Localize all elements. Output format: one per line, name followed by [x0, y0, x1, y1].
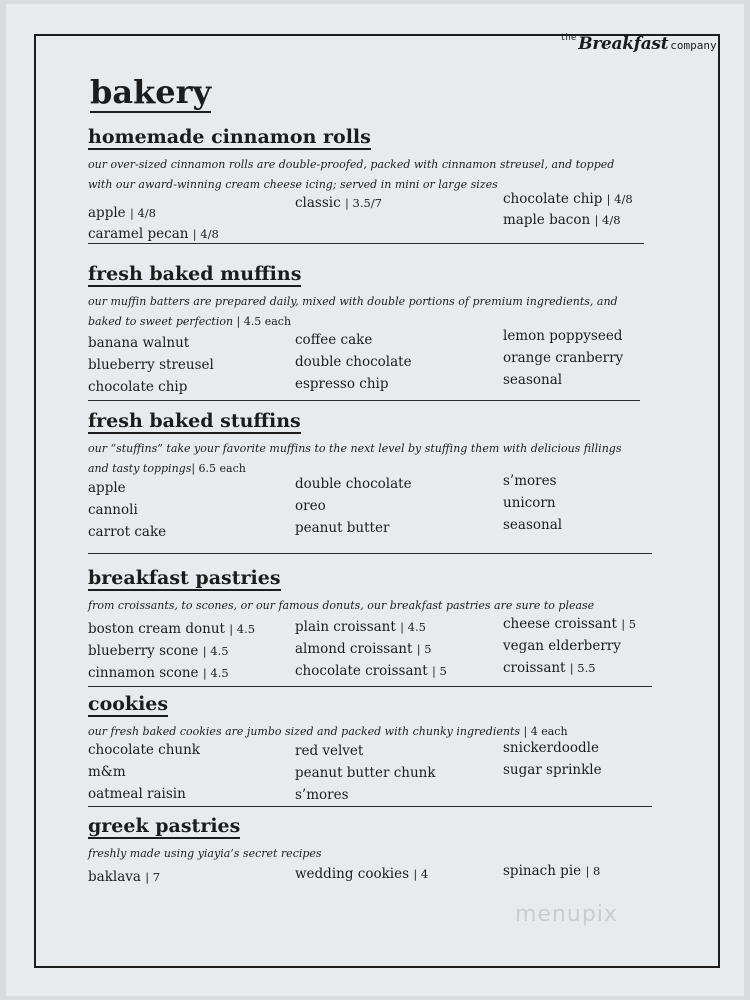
- menu-item: [88, 761, 126, 783]
- menu-item: [503, 759, 602, 781]
- menu-item: [88, 223, 219, 245]
- menu-item-name: chocolate chip: [88, 379, 188, 395]
- menu-item-name: croissant: [503, 660, 566, 676]
- menu-item: [88, 499, 138, 521]
- menu-item: [503, 188, 633, 210]
- menu-item: [295, 784, 349, 806]
- menu-item-name: maple bacon: [503, 212, 591, 228]
- menu-item: [88, 202, 156, 224]
- menu-item: [503, 470, 557, 492]
- menu-item-price: | 4.5: [400, 620, 426, 634]
- menu-item-name: coffee cake: [295, 332, 373, 348]
- menu-item: [295, 329, 372, 351]
- menu-item-name: almond croissant: [295, 641, 413, 657]
- menu-item-name: apple: [88, 480, 126, 496]
- section-description-text: freshly made using yiayia’s secret recipes: [88, 847, 322, 860]
- menu-item: [503, 635, 621, 657]
- menu-item-name: plain croissant: [295, 619, 396, 635]
- menu-item: [88, 521, 166, 543]
- menu-item: [503, 657, 596, 679]
- menu-item: [503, 613, 636, 635]
- section-title: cookies: [88, 693, 169, 715]
- section-divider: [88, 243, 644, 244]
- menu-item-name: cinnamon scone: [88, 665, 199, 681]
- menu-item: [503, 514, 562, 536]
- brand-logo: the Breakfast company: [560, 33, 717, 54]
- menu-item: [295, 517, 389, 539]
- menu-item-name: double chocolate: [295, 354, 412, 370]
- section-price-note: | 6.5 each: [191, 462, 246, 475]
- menu-item: [503, 737, 599, 759]
- section-description-text: our over-sized cinnamon rolls are double-proofed, packed with cinnamon streusel, and topped with our award-winning cream cheese icing; served in mini or large sizes: [88, 158, 615, 191]
- menu-item: [88, 866, 160, 888]
- menu-item: [88, 332, 189, 354]
- menu-item: [295, 373, 389, 395]
- menu-item: [88, 739, 200, 761]
- menu-item: [295, 660, 447, 682]
- menu-item-name: spinach pie: [503, 863, 582, 879]
- menu-item-name: carrot cake: [88, 524, 167, 540]
- page-title: bakery: [90, 73, 212, 111]
- menu-item: [295, 192, 382, 214]
- section-divider: [88, 553, 652, 554]
- menu-item: [88, 618, 255, 640]
- menu-item: [88, 354, 214, 376]
- menu-item-name: espresso chip: [295, 376, 389, 392]
- menu-item: [295, 473, 412, 495]
- menu-item-name: lemon poppyseed: [503, 328, 623, 344]
- menu-item-name: boston cream donut: [88, 621, 225, 637]
- menu-item: [295, 740, 363, 762]
- menu-item-name: m&m: [88, 764, 126, 780]
- menu-item-name: oreo: [295, 498, 326, 514]
- menu-item-name: s’mores: [503, 473, 557, 489]
- watermark: menupix: [515, 902, 618, 927]
- section-title: homemade cinnamon rolls: [88, 126, 371, 148]
- menu-item-price: | 4/8: [129, 206, 156, 220]
- menu-item: [503, 347, 623, 369]
- menu-item: [503, 492, 556, 514]
- menu-item-name: sugar sprinkle: [503, 762, 602, 778]
- section-description-text: our muffin batters are prepared daily, mixed with double portions of premium ingredients, and baked to sweet perfection: [88, 295, 618, 328]
- menu-section: [88, 815, 653, 885]
- menu-item-price: | 5.5: [569, 661, 596, 675]
- menu-item-name: baklava: [88, 869, 141, 885]
- menu-item: [88, 662, 229, 684]
- section-divider: [88, 806, 652, 807]
- menu-item: [295, 863, 428, 885]
- menu-item-name: seasonal: [503, 372, 563, 388]
- menu-section: [88, 263, 653, 395]
- menu-section: [88, 567, 653, 681]
- menu-item-price: | 4/8: [606, 192, 633, 206]
- menu-item-name: caramel pecan: [88, 226, 189, 242]
- section-title: greek pastries: [88, 815, 241, 837]
- menu-item-price: | 4/8: [594, 213, 621, 227]
- menu-item: [88, 783, 186, 805]
- menu-item: [88, 640, 229, 662]
- section-description-text: from croissants, to scones, or our famous donuts, our breakfast pastries are sure to please: [88, 599, 595, 612]
- menu-item-name: cannoli: [88, 502, 138, 518]
- menu-item-name: cheese croissant: [503, 616, 617, 632]
- menu-item-name: unicorn: [503, 495, 556, 511]
- menu-item-price: | 4.5: [202, 666, 229, 680]
- menu-item: [503, 369, 562, 391]
- menu-item-price: | 7: [145, 870, 161, 884]
- menu-item: [503, 209, 621, 231]
- menu-item-name: banana walnut: [88, 335, 190, 351]
- menu-item-price: | 5: [431, 664, 447, 678]
- menu-item-name: blueberry scone: [88, 643, 199, 659]
- section-title: fresh baked stuffins: [88, 410, 301, 432]
- menu-item: [295, 638, 432, 660]
- menu-item-price: | 4.5: [202, 644, 229, 658]
- section-title: fresh baked muffins: [88, 263, 302, 285]
- section-title: breakfast pastries: [88, 567, 281, 589]
- menu-item-name: s’mores: [295, 787, 349, 803]
- menu-item-price: | 5: [621, 617, 637, 631]
- menu-item-name: peanut butter: [295, 520, 390, 536]
- menu-item: [295, 351, 412, 373]
- menu-item-name: red velvet: [295, 743, 364, 759]
- menu-item-price: | 8: [585, 864, 601, 878]
- menu-item-name: oatmeal raisin: [88, 786, 186, 802]
- menu-item-name: apple: [88, 205, 126, 221]
- menu-section: [88, 693, 653, 803]
- menu-item-name: vegan elderberry: [503, 638, 621, 654]
- menu-item: [295, 616, 426, 638]
- menu-item-name: blueberry streusel: [88, 357, 214, 373]
- menu-item: [88, 477, 126, 499]
- section-description-text: our fresh baked cookies are jumbo sized and packed with chunky ingredients: [88, 725, 521, 738]
- menu-item: [295, 762, 436, 784]
- menu-item-name: double chocolate: [295, 476, 412, 492]
- menu-item-name: chocolate croissant: [295, 663, 428, 679]
- menu-item-price: | 4: [413, 867, 429, 881]
- menu-item-name: wedding cookies: [295, 866, 410, 882]
- menu-item-name: chocolate chunk: [88, 742, 200, 758]
- menu-item-name: seasonal: [503, 517, 563, 533]
- section-divider: [88, 686, 652, 687]
- menu-section: [88, 410, 653, 540]
- menu-item-price: | 4.5: [229, 622, 256, 636]
- section-description-text: our “stuffins” take your favorite muffins to the next level by stuffing them with delicious fillings and tasty toppings: [88, 442, 622, 475]
- menu-item-price: | 3.5/7: [344, 196, 382, 210]
- menu-section: [88, 126, 653, 242]
- section-divider: [88, 400, 640, 401]
- menu-item-name: peanut butter chunk: [295, 765, 436, 781]
- menu-item: [88, 376, 187, 398]
- menu-item-name: classic: [295, 195, 341, 211]
- menu-item-price: | 5: [416, 642, 432, 656]
- menu-item: [503, 860, 600, 882]
- menu-item-price: | 4/8: [192, 227, 219, 241]
- section-price-note: | 4 each: [520, 725, 568, 738]
- menu-item-name: orange cranberry: [503, 350, 624, 366]
- section-price-note: | 4.5 each: [233, 315, 292, 328]
- menu-item-name: snickerdoodle: [503, 740, 599, 756]
- menu-item: [295, 495, 326, 517]
- menu-item-name: chocolate chip: [503, 191, 603, 207]
- menu-item: [503, 325, 622, 347]
